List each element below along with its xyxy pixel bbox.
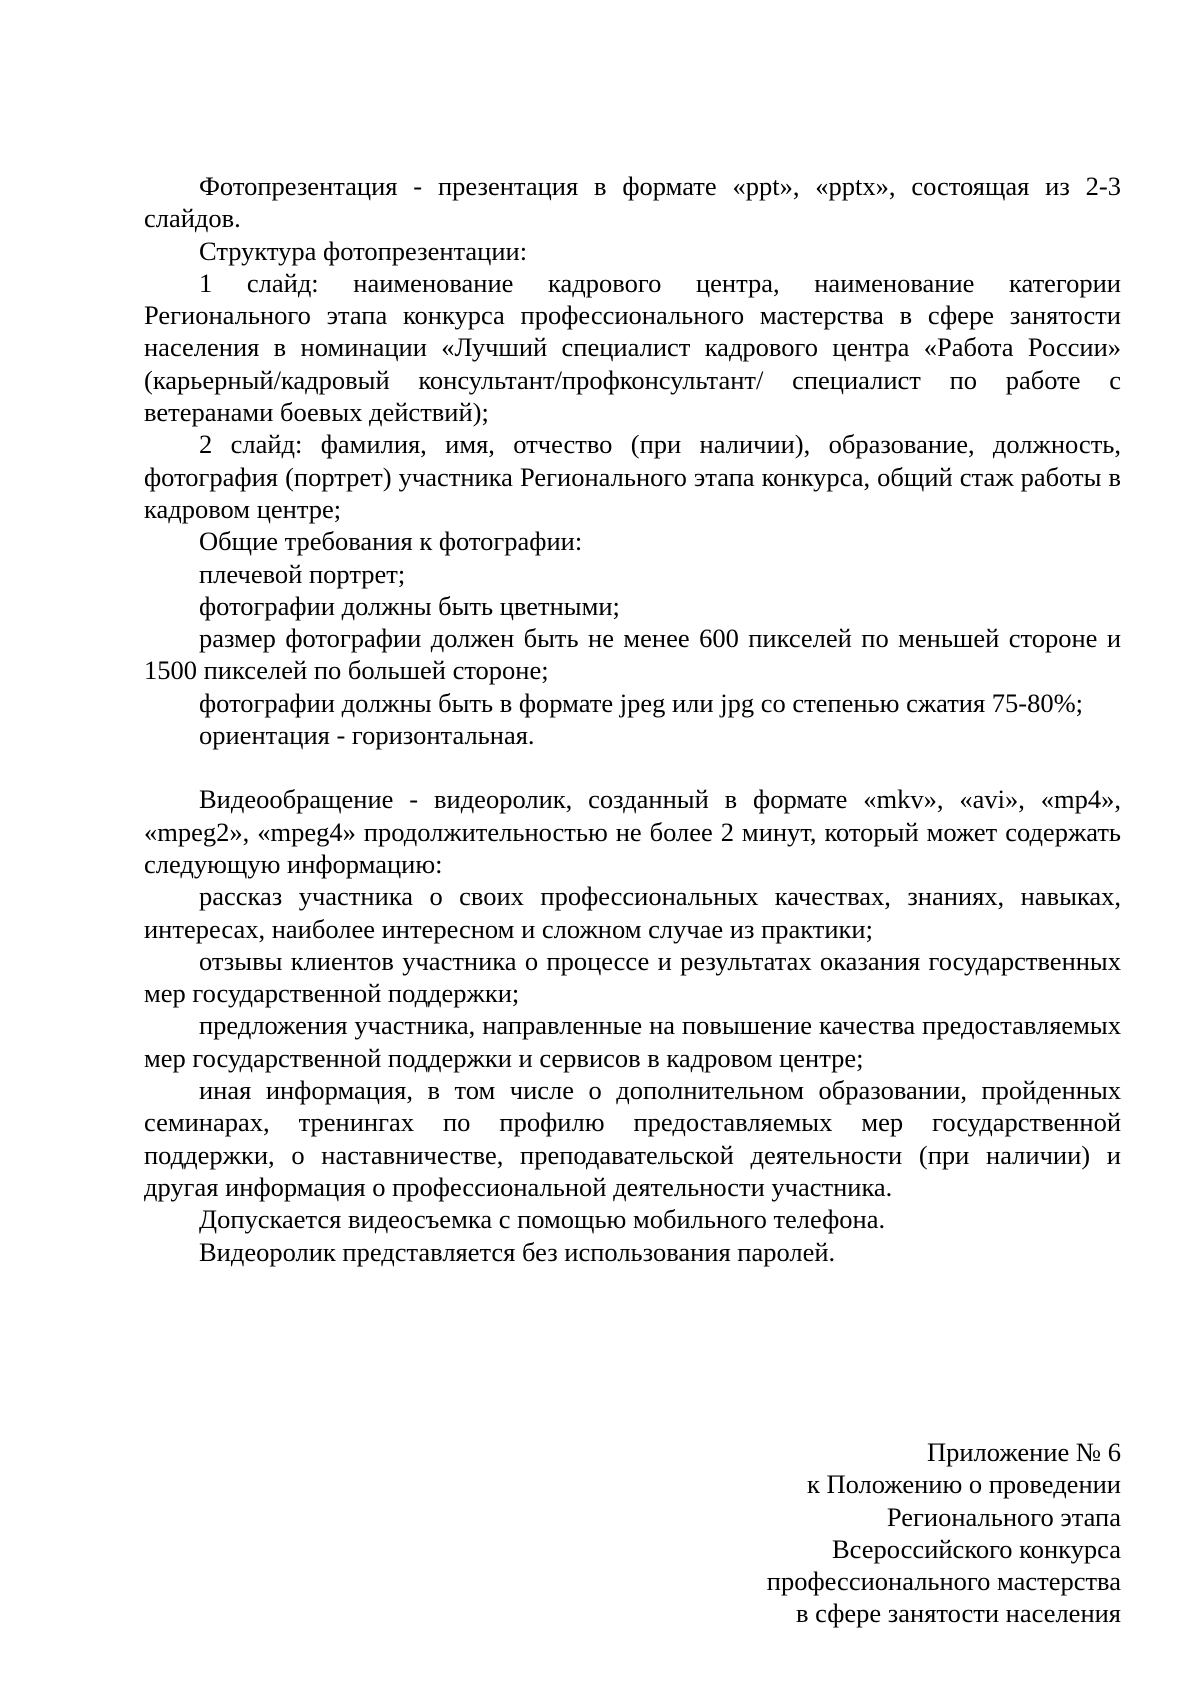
paragraph-slide-1: 1 слайд: наименование кадрового центра, наименование категории Регионального этапа конкурса профессионального мастерства в сфере занятости населения в номинации «Лучший специалист кадрового центра «Работа России» (карьерный/кадровый консультант/профконсультант/ специалист по работе с ветеранами боевых действий);: [144, 267, 1121, 428]
paragraph-other-information: иная информация, в том числе о дополнительном образовании, пройденных семинарах, тренингах по профилю предоставляемых мер государственной поддержки, о наставничестве, преподавательской деятельности (при наличии) и другая информация о профессиональной деятельности участника.: [144, 1075, 1121, 1202]
paragraph-color-photos: фотографии должны быть цветными;: [199, 590, 620, 621]
appendix-header: [421, 1436, 1121, 1630]
document-body: [144, 170, 1121, 1268]
paragraph-presentation-structure: Структура фотопрезентации:: [199, 235, 528, 266]
paragraph-orientation: ориентация - горизонтальная.: [199, 720, 535, 751]
appendix-line: в сфере занятости населения: [795, 1598, 1121, 1629]
appendix-line: к Положению о проведении: [807, 1469, 1121, 1500]
appendix-title: Приложение № 6: [926, 1437, 1121, 1467]
paragraph-photo-presentation: Фотопрезентация - презентация в формате «ppt», «pptx», состоящая из 2-3 слайдов.: [144, 171, 1121, 234]
appendix-line: Всероссийского конкурса: [831, 1533, 1121, 1564]
paragraph-shoulder-portrait: плечевой портрет;: [199, 558, 406, 589]
paragraph-photo-format: фотографии должны быть в формате jpeg или jpg со степенью сжатия 75-80%;: [199, 687, 1084, 718]
paragraph-photo-size: размер фотографии должен быть не менее 600 пикселей по меньшей стороне и 1500 пикселей по большей стороне;: [144, 623, 1121, 686]
appendix-line: профессионального мастерства: [766, 1566, 1121, 1597]
appendix-line: Регионального этапа: [886, 1501, 1121, 1532]
paragraph-photo-requirements: Общие требования к фотографии:: [199, 526, 583, 557]
paragraph-mobile-filming: Допускается видеосъемка с помощью мобильного телефона.: [199, 1204, 886, 1235]
paragraph-video-address: Видеообращение - видеоролик, созданный в формате «mkv», «avi», «mp4», «mpeg2», «mpeg4» продолжительностью не более 2 минут, который может содержать следующую информацию:: [144, 784, 1121, 879]
paragraph-no-passwords: Видеоролик представляется без использования паролей.: [199, 1236, 836, 1267]
paragraph-participant-proposals: предложения участника, направленные на повышение качества предоставляемых мер государственной поддержки и сервисов в кадровом центре;: [144, 1010, 1121, 1073]
paragraph-participant-story: рассказ участника о своих профессиональных качествах, знаниях, навыках, интересах, наиболее интересном и сложном случае из практики;: [144, 881, 1121, 944]
paragraph-slide-2: 2 слайд: фамилия, имя, отчество (при наличии), образование, должность, фотография (портрет) участника Регионального этапа конкурса, общий стаж работы в кадровом центре;: [144, 429, 1121, 524]
paragraph-client-reviews: отзывы клиентов участника о процессе и результатах оказания государственных мер государственной поддержки;: [144, 945, 1121, 1009]
